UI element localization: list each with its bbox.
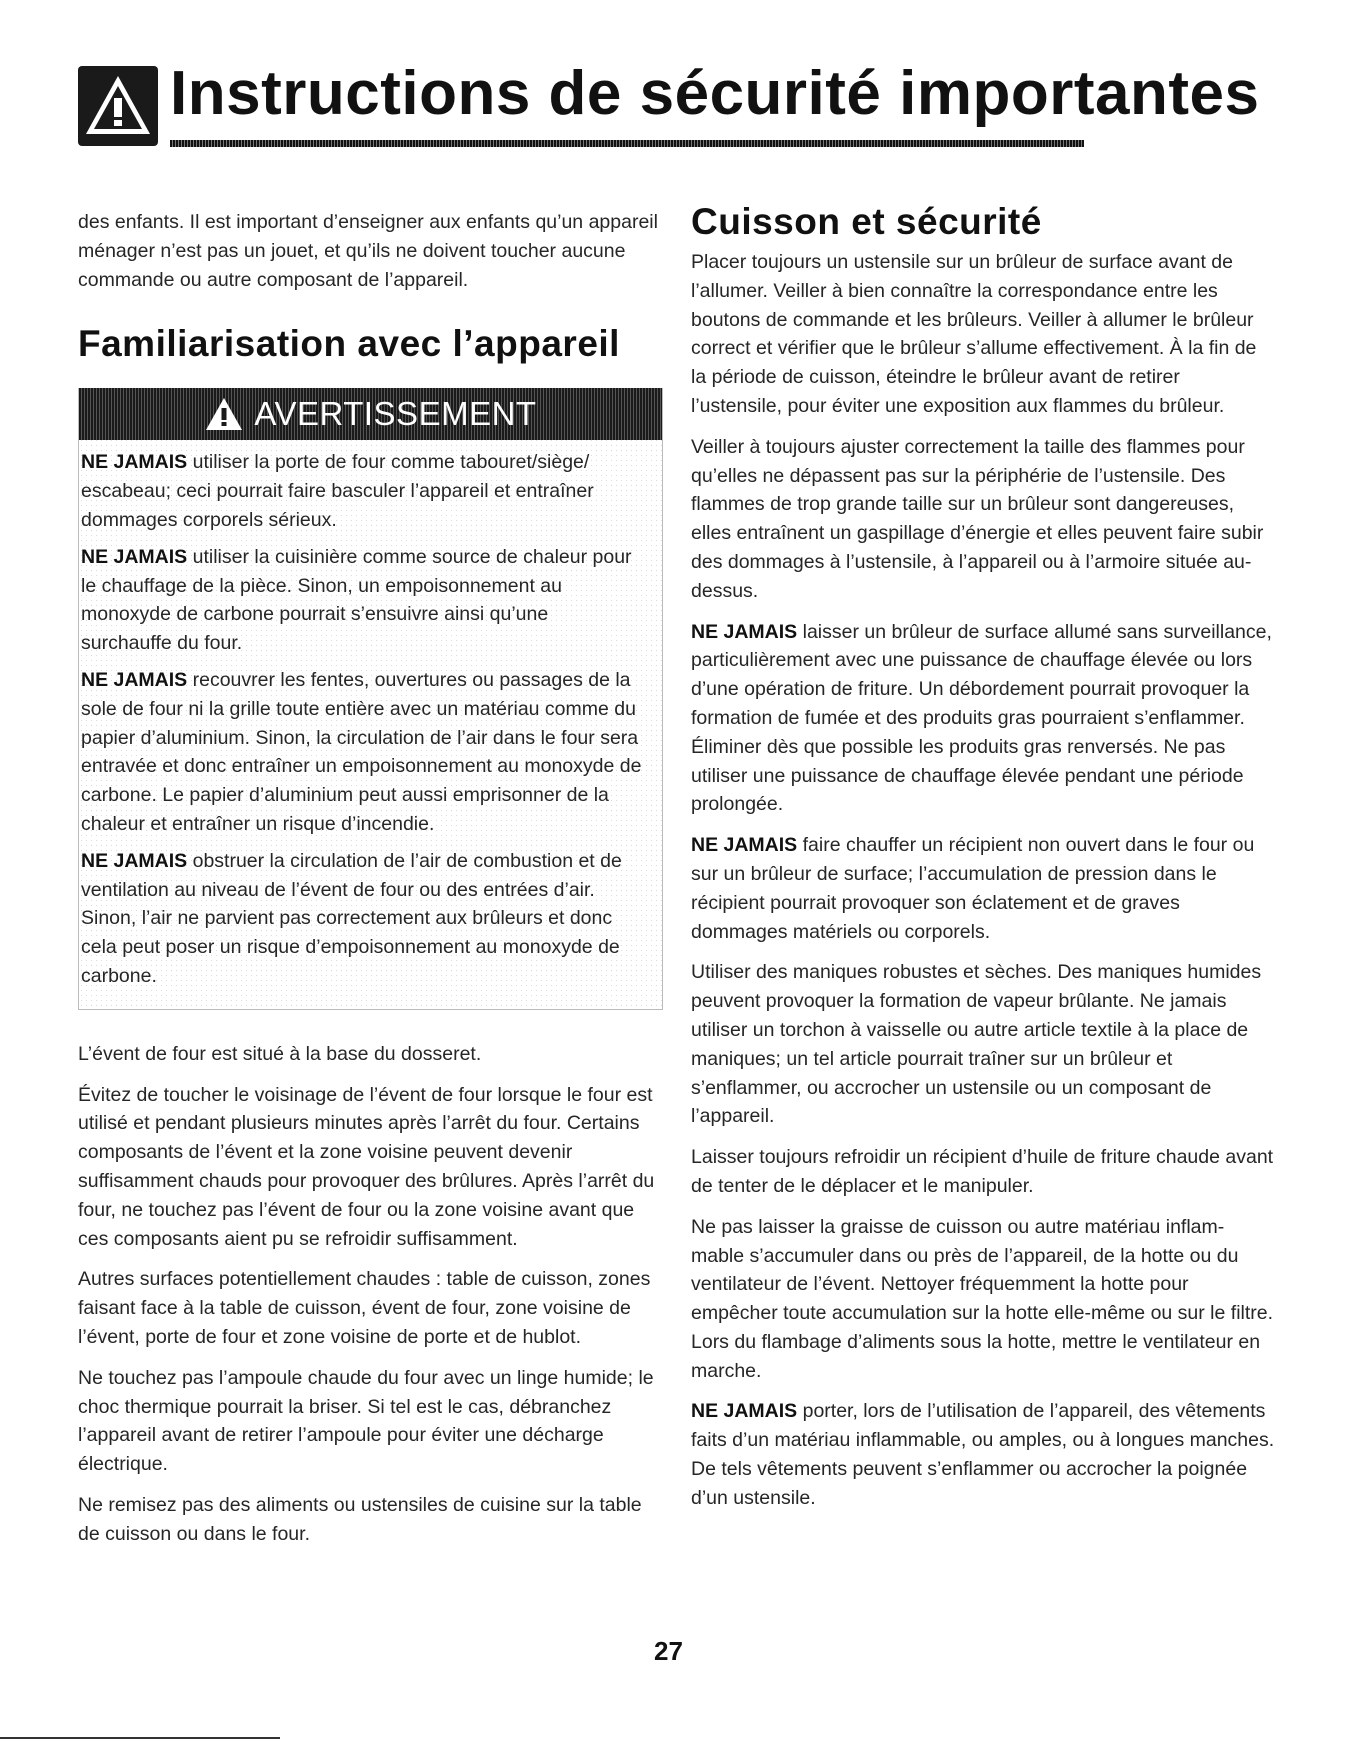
warning-keyword: NE JAMAIS	[691, 620, 798, 643]
warning-banner	[79, 388, 662, 440]
paragraph-text: porter, lors de l’utilisation de l’appareil, des vêtements faits d’un matériau inflammable, ou amples, ou à longues manches. De tels vêtements peuvent s’enflammer ou accrocher la poignée d’un ustensile.	[691, 1400, 1275, 1509]
body-paragraph	[691, 618, 1275, 820]
warning-banner-label: AVERTISSEMENT	[254, 394, 537, 432]
warning-box	[78, 388, 663, 1009]
warning-text: recouvrer les fentes, ouvertures ou passages de la sole de four ni la grille toute entière avec un matériau comme du papier d’aluminium. Sinon, la circulation de l’air dans le four sera entravée et donc entraîner un empoisonnement au monoxyde de carbone. Le papier d’aluminium peut aussi emprisonner de la chaleur et entraîner un risque d’incendie.	[81, 668, 642, 835]
warning-item	[81, 543, 642, 658]
warning-keyword: NE JAMAIS	[81, 545, 188, 568]
body-paragraph: Autres surfaces potentiellement chaudes : table de cuisson, zones faisant face à la table de cuisson, évent de four, zone voisine de l’évent, porte de four et zone voisine de porte et de hublot.	[78, 1268, 651, 1348]
warning-text: utiliser la porte de four comme tabouret/siège/ escabeau; ceci pourrait faire basculer l’appareil et entraîner dommages corporels sérieux.	[81, 451, 594, 531]
body-paragraph: Laisser toujours refroidir un récipient d’huile de friture chaude avant de tenter de le déplacer et le manipuler.	[691, 1146, 1274, 1197]
warning-item	[81, 847, 642, 991]
left-column	[78, 208, 661, 1560]
warning-keyword: NE JAMAIS	[81, 451, 188, 474]
body-paragraph: Utiliser des maniques robustes et sèches. Des maniques humides peuvent provoquer la formation de vapeur brûlante. Ne jamais utiliser un torchon à vaisselle ou autre article textile à la place de maniques; un tel article pourrait traîner sur un brûleur et s’enflammer, ou accrocher un ustensile ou un composant de l’appareil.	[691, 961, 1262, 1128]
intro-paragraph: des enfants. Il est important d’enseigner aux enfants qu’un appareil ménager n’est pas un jouet, et qu’ils ne doivent toucher aucune commande ou autre composant de l’appareil.	[78, 211, 658, 291]
warning-item	[81, 448, 642, 534]
page-number: 27	[654, 1636, 683, 1666]
warning-keyword: NE JAMAIS	[81, 849, 188, 872]
body-paragraph: Évitez de toucher le voisinage de l’évent de four lorsque le four est utilisé et pendant plusieurs minutes après l’arrêt du four. Certains composants de l’évent et la zone voisine peuvent devenir suffisamment chauds pour provoquer des brûlures. Après l’arrêt du four, ne touchez pas l’évent de four ou la zone voisine avant que ces composants aient pu se refroidir suffisamment.	[78, 1083, 655, 1250]
warning-keyword: NE JAMAIS	[691, 1400, 798, 1423]
body-paragraph: L’évent de four est situé à la base du dosseret.	[78, 1042, 482, 1065]
title-underline	[170, 140, 1084, 147]
body-paragraph: Ne remisez pas des aliments ou ustensiles de cuisine sur la table de cuisson ou dans le four.	[78, 1493, 642, 1545]
paragraph-text: laisser un brûleur de surface allumé sans surveillance, particulièrement avec une puissance de chauffage élevée ou lors d’une opération de friture. Un débordement pourrait provoquer la formation de fumée et des produits gras pourraient s’enflammer. Éliminer dès que possible les produits gras renversés. Ne pas utiliser une puissance de chauffage élevée pendant une période prolongée.	[691, 620, 1272, 816]
footer-rule	[0, 1737, 280, 1739]
body-paragraph	[691, 1397, 1275, 1512]
warning-text: utiliser la cuisinière comme source de chaleur pour le chauffage de la pièce. Sinon, un empoisonnement au monoxyde de carbone pourrait s’ensuivre ainsi qu’une surchauffe du four.	[81, 545, 632, 655]
right-column	[691, 201, 1275, 1525]
warning-keyword: NE JAMAIS	[81, 668, 188, 691]
warning-triangle-icon	[204, 396, 244, 432]
page-header	[78, 59, 1260, 152]
body-paragraph: Veiller à toujours ajuster correctement la taille des flammes pour qu’elles ne dépassent pas sur la périphérie de l’ustensile. Des flammes de trop grande taille sur un brûleur sont dangereuses, elles entraînent un gaspillage d’énergie et elles peuvent faire subir des dommages à l’ustensile, à l’appareil ou à l’armoire située au-dessus.	[691, 435, 1264, 602]
body-paragraph	[691, 831, 1275, 946]
section-heading-familiarisation: Familiarisation avec l’appareil	[78, 323, 620, 365]
paragraph-text: faire chauffer un récipient non ouvert dans le four ou sur un brûleur de surface; l’accumulation de pression dans le récipient pourrait provoquer son éclatement et de graves dommages matériels ou corporels.	[691, 834, 1255, 943]
warning-triangle-icon	[78, 66, 158, 146]
body-paragraph: Placer toujours un ustensile sur un brûleur de surface avant de l’allumer. Veiller à bien connaître la correspondance entre les boutons de commande et les brûleurs. Veiller à allumer le brûleur correct et vérifier que le brûleur s’allume effectivement. À la fin de la période de cuisson, éteindre le brûleur avant de retirer l’ustensile, pour éviter une exposition aux flammes du brûleur.	[691, 251, 1257, 417]
body-paragraph: Ne pas laisser la graisse de cuisson ou autre matériau inflam-mable s’accumuler dans ou près de l’appareil, de la hotte ou du ventilateur de l’évent. Nettoyer fréquemment la hotte pour empêcher toute accumulation sur la hotte elle-même ou sur le filtre. Lors du flambage d’aliments sous la hotte, mettre le ventilateur en marche.	[691, 1215, 1274, 1382]
warning-keyword: NE JAMAIS	[691, 834, 798, 857]
page-title: Instructions de sécurité importantes	[170, 59, 1260, 128]
warning-text: obstruer la circulation de l’air de combustion et de ventilation au niveau de l’évent de four ou des entrées d’air. Sinon, l’air ne parvient pas correctement aux brûleurs et donc cela peut poser un risque d’empoisonnement au monoxyde de carbone.	[81, 849, 622, 987]
warning-item	[81, 666, 642, 839]
section-heading-cuisson: Cuisson et sécurité	[691, 201, 1042, 242]
body-paragraph: Ne touchez pas l’ampoule chaude du four avec un linge humide; le choc thermique pourrait la briser. Si tel est le cas, débranchez l’appareil avant de retirer l’ampoule pour éviter une décharge électrique.	[78, 1366, 654, 1476]
